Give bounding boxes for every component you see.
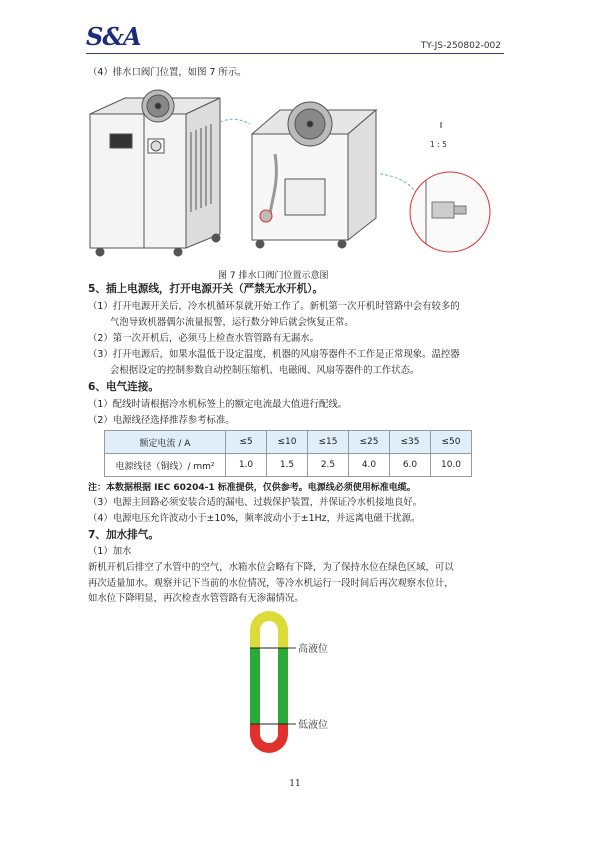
table-cell: ≤50 [431, 431, 472, 454]
header-divider [86, 53, 504, 54]
section6-item: （1）配线时请根据冷水机标签上的额定电流最大值进行配线。 [88, 399, 348, 410]
table-note: 注：本数据根据 IEC 60204-1 标准提供，仅供参考。电源线必须使用标准电缆。 [88, 483, 416, 493]
section5-item: （2）第一次开机后，必须马上检查水管管路有无漏水。 [88, 333, 319, 344]
document-id: TY-JS-250802-002 [420, 41, 501, 51]
table-cell: ≤25 [349, 431, 390, 454]
section5-item: （3）打开电源后，如果水温低于设定温度，机器的风扇等器件不工作是正常现象。温控器 [88, 349, 460, 360]
table-cell: ≤5 [226, 431, 267, 454]
section6-item: （2）电源线径选择推荐参考标准。 [88, 415, 235, 426]
chiller-unit-open [252, 102, 376, 248]
table-cell: 1.5 [267, 454, 308, 477]
figure7-caption: 图 7 排水口阀门位置示意图 [218, 271, 329, 281]
gauge-normal-zone-left [250, 648, 260, 724]
section7-title: 7、加水排气。 [88, 529, 159, 541]
table-header-cell: 电源线径（铜线）/ mm² [105, 454, 226, 477]
table-cell: ≤10 [267, 431, 308, 454]
section7-subtitle: （1）加水 [88, 546, 132, 557]
low-level-label: 低液位 [298, 720, 328, 731]
table-row [105, 454, 472, 477]
water-level-gauge [240, 606, 370, 766]
section7-paragraph-line: 新机开机后排空了水管中的空气，水箱水位会略有下降，为了保持水位在绿色区域，可以 [88, 562, 454, 573]
high-level-label: 高液位 [298, 644, 328, 655]
table-cell: 6.0 [390, 454, 431, 477]
figure7-drain-valve-illustration [80, 84, 520, 266]
section5-item: （1）打开电源开关后，冷水机循环泵就开始工作了。新机第一次开机时管路中会有较多的 [88, 301, 460, 312]
table-row [105, 431, 472, 454]
table-cell: 10.0 [431, 454, 472, 477]
section5-item: 气泡导致机器偶尔流量报警，运行数分钟后就会恢复正常。 [110, 317, 354, 328]
table-cell: ≤35 [390, 431, 431, 454]
table-cell: 4.0 [349, 454, 390, 477]
scale-mark: 1 : 5 [430, 140, 447, 149]
company-logo: S&A [86, 22, 141, 51]
section7-paragraph-line: 如水位下降明显，再次检查水管管路有无渗漏情况。 [88, 593, 304, 604]
chiller-unit-front [90, 90, 220, 256]
section7-paragraph-line: 再次适量加水。观察并记下当前的水位情况，等冷水机运行一段时间后再次观察水位计， [88, 578, 454, 589]
table-cell: 1.0 [226, 454, 267, 477]
table-cell: 2.5 [308, 454, 349, 477]
gauge-high-zone [250, 611, 288, 648]
table-cell: ≤15 [308, 431, 349, 454]
section6-title: 6、电气连接。 [88, 381, 159, 393]
gauge-low-zone [250, 724, 288, 753]
section6-item: （4）电源电压允许波动小于±10%，频率波动小于±1Hz，并远离电磁干扰源。 [88, 513, 421, 524]
wire-size-table [104, 430, 472, 477]
step4-text: （4）排水口阀门位置，如图 7 所示。 [88, 67, 247, 78]
page-number: 11 [289, 779, 301, 789]
section6-item: （3）电源主回路必须安装合适的漏电、过载保护装置，并保证冷水机接地良好。 [88, 497, 423, 508]
gauge-normal-zone-right [278, 648, 288, 724]
section5-title: 5、插上电源线，打开电源开关（严禁无水开机）。 [88, 283, 324, 295]
section5-item: 会根据设定的控制参数自动控制压缩机、电磁阀、风扇等器件的工作状态。 [110, 365, 420, 376]
table-header-cell: 额定电流 / A [105, 431, 226, 454]
drain-valve-zoom [410, 172, 490, 252]
